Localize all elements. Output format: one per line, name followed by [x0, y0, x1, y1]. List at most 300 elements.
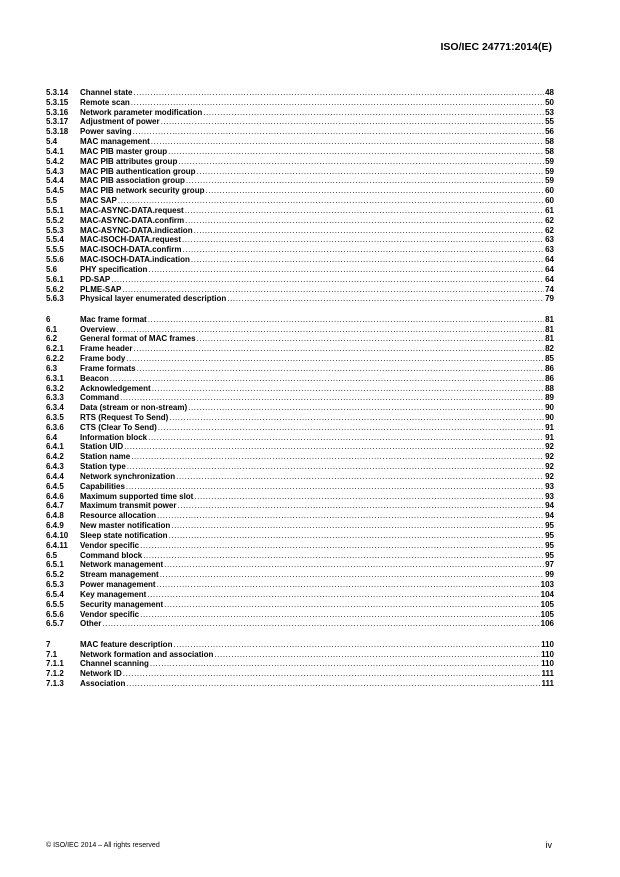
toc-dot-leader — [191, 255, 544, 265]
toc-entry-number: 6.4.6 — [46, 491, 64, 501]
toc-entry-number: 5.4.3 — [46, 166, 64, 176]
toc-entry-title: Station type — [80, 462, 126, 472]
toc-entry-title: Frame body — [80, 354, 126, 364]
toc-entry-number: 6.4.9 — [46, 521, 64, 531]
toc-entry-number: 7.1.2 — [46, 669, 64, 679]
toc-dot-leader — [137, 364, 545, 374]
toc-entry[interactable] — [46, 413, 554, 423]
toc-dot-leader — [120, 393, 544, 403]
toc-entry-number: 5.5.1 — [46, 205, 64, 215]
toc-entry-page: 111 — [541, 669, 554, 679]
toc-entry-page: 48 — [545, 88, 554, 97]
toc-entry-number: 7.1.3 — [46, 679, 64, 689]
toc-dot-leader — [143, 551, 544, 561]
toc-dot-leader — [147, 590, 539, 600]
toc-dot-leader — [133, 127, 545, 137]
toc-entry[interactable] — [46, 108, 554, 118]
toc-entry[interactable] — [46, 619, 554, 629]
toc-group — [46, 88, 554, 304]
toc-entry-page: 53 — [545, 107, 554, 117]
toc-dot-leader — [178, 157, 544, 167]
toc-entry[interactable] — [46, 551, 554, 561]
toc-entry-title: Command — [80, 393, 120, 403]
toc-entry-title: MAC-ISOCH-DATA.indication — [80, 255, 190, 265]
toc-entry[interactable] — [46, 521, 554, 531]
toc-entry-title: MAC PIB attributes group — [80, 156, 178, 166]
toc-entry-title: Security management — [80, 599, 164, 609]
toc-entry-title: Overview — [80, 324, 116, 334]
toc-dot-leader — [148, 265, 544, 275]
toc-entry-page: 92 — [545, 442, 554, 452]
toc-dot-leader — [160, 570, 544, 580]
toc-dot-leader — [158, 423, 544, 433]
toc-entry-page: 91 — [545, 432, 554, 442]
toc-entry-number: 5.5.3 — [46, 225, 64, 235]
toc-entry-page: 58 — [545, 146, 554, 156]
toc-dot-leader — [194, 226, 545, 236]
toc-entry-page: 110 — [541, 639, 554, 649]
toc-entry-title: Power management — [80, 580, 156, 590]
table-of-contents — [46, 88, 554, 689]
toc-entry-number: 5.6.1 — [46, 274, 64, 284]
toc-entry-title: PLME-SAP — [80, 284, 122, 294]
toc-entry-number: 6.5.1 — [46, 560, 64, 570]
toc-entry-title: Frame header — [80, 344, 133, 354]
toc-entry-page: 99 — [545, 570, 554, 580]
toc-entry-number: 5.3.17 — [46, 117, 69, 127]
toc-entry-number: 5.4.2 — [46, 156, 64, 166]
toc-entry-page: 62 — [545, 225, 554, 235]
toc-entry-title: Network synchronization — [80, 471, 176, 481]
toc-entry-number: 6.5.6 — [46, 609, 64, 619]
toc-dot-leader — [148, 433, 544, 443]
toc-entry-page: 74 — [545, 284, 554, 294]
toc-entry-number: 6.5 — [46, 550, 58, 560]
toc-entry-page: 88 — [545, 383, 554, 393]
toc-entry-number: 6.3.2 — [46, 383, 64, 393]
toc-entry-number: 6.5.7 — [46, 619, 64, 629]
toc-entry-page: 86 — [545, 373, 554, 383]
toc-entry[interactable] — [46, 472, 554, 482]
toc-dot-leader — [214, 650, 540, 660]
toc-entry-page: 81 — [545, 324, 554, 334]
toc-dot-leader — [177, 501, 544, 511]
toc-dot-leader — [169, 413, 544, 423]
toc-entry-page: 59 — [545, 176, 554, 186]
toc-entry[interactable] — [46, 492, 554, 502]
toc-dot-leader — [182, 235, 544, 245]
toc-entry[interactable] — [46, 541, 554, 551]
toc-entry[interactable] — [46, 650, 554, 660]
toc-entry-title: Vendor specific — [80, 540, 140, 550]
toc-entry-page: 79 — [545, 294, 554, 304]
toc-entry-page: 55 — [545, 117, 554, 127]
toc-dot-leader — [102, 619, 539, 629]
toc-dot-leader — [133, 344, 544, 354]
toc-entry[interactable] — [46, 285, 554, 295]
toc-entry-number: 5.4 — [46, 137, 58, 147]
toc-entry-page: 95 — [545, 550, 554, 560]
toc-entry-number: 5.6 — [46, 264, 58, 274]
toc-entry-title: General format of MAC frames — [80, 334, 196, 344]
toc-entry-number: 6.4.1 — [46, 442, 64, 452]
document-id: ISO/IEC 24771:2014(E) — [440, 41, 552, 53]
toc-entry-page: 90 — [545, 413, 554, 422]
toc-dot-leader — [123, 669, 541, 679]
toc-dot-leader — [188, 403, 544, 413]
toc-entry-title: MAC PIB master group — [80, 146, 168, 156]
toc-entry-title: Command block — [80, 550, 143, 560]
toc-entry-number: 6.3.4 — [46, 403, 64, 413]
toc-entry[interactable] — [46, 570, 554, 580]
toc-entry-page: 92 — [545, 452, 554, 462]
toc-dot-leader — [117, 325, 545, 335]
toc-dot-leader — [140, 610, 540, 620]
copyright-notice: © ISO/IEC 2014 – All rights reserved — [46, 842, 160, 849]
toc-entry-title: Vendor specific — [80, 609, 140, 619]
toc-dot-leader — [164, 600, 540, 610]
toc-entry-number: 6.2 — [46, 334, 58, 344]
toc-entry-number: 6.1 — [46, 324, 58, 334]
toc-entry[interactable] — [46, 294, 554, 304]
toc-entry-page: 81 — [545, 314, 554, 324]
toc-entry-page: 92 — [545, 471, 554, 481]
toc-dot-leader — [227, 294, 544, 304]
toc-dot-leader — [197, 334, 545, 344]
toc-entry-title: Power saving — [80, 127, 132, 137]
toc-dot-leader — [131, 98, 544, 108]
toc-entry-number: 5.5.6 — [46, 255, 64, 265]
toc-entry[interactable] — [46, 137, 554, 147]
toc-entry-title: New master notification — [80, 521, 171, 531]
toc-dot-leader — [140, 541, 544, 551]
toc-dot-leader — [205, 186, 544, 196]
toc-entry-number: 6.4.3 — [46, 462, 64, 472]
toc-entry-number: 6.3.5 — [46, 413, 64, 422]
toc-dot-leader — [182, 245, 544, 255]
toc-entry[interactable] — [46, 511, 554, 521]
toc-entry[interactable] — [46, 384, 554, 394]
toc-entry[interactable] — [46, 354, 554, 364]
toc-entry[interactable] — [46, 245, 554, 255]
toc-entry[interactable] — [46, 482, 554, 492]
toc-entry-title: Data (stream or non-stream) — [80, 403, 188, 413]
toc-entry-number: 5.3.18 — [46, 127, 69, 137]
toc-entry-page: 94 — [545, 511, 554, 521]
toc-group — [46, 315, 554, 630]
toc-dot-leader — [161, 117, 545, 127]
toc-entry[interactable] — [46, 334, 554, 344]
toc-entry-number: 5.6.2 — [46, 284, 64, 294]
toc-dot-leader — [110, 374, 544, 384]
toc-dot-leader — [152, 384, 544, 394]
toc-entry-page: 81 — [545, 334, 554, 344]
toc-entry-page: 95 — [545, 521, 554, 531]
toc-entry-page: 103 — [540, 580, 554, 590]
toc-group — [46, 640, 554, 689]
toc-entry-number: 6.3.6 — [46, 422, 64, 432]
toc-dot-leader — [122, 285, 544, 295]
toc-entry[interactable] — [46, 98, 554, 108]
toc-entry-title: MAC-ASYNC-DATA.indication — [80, 225, 193, 235]
toc-entry-title: Network parameter modification — [80, 107, 203, 117]
toc-entry-title: Network ID — [80, 669, 122, 679]
toc-entry[interactable] — [46, 196, 554, 206]
toc-entry-number: 5.5 — [46, 196, 58, 206]
toc-entry-page: 62 — [545, 215, 554, 225]
toc-entry-number: 6.4.5 — [46, 481, 64, 491]
toc-entry-title: MAC SAP — [80, 196, 117, 206]
toc-entry-number: 5.5.5 — [46, 245, 64, 255]
toc-entry-page: 95 — [545, 540, 554, 550]
toc-entry[interactable] — [46, 216, 554, 226]
toc-entry-title: Station name — [80, 452, 131, 462]
toc-entry-title: Acknowledgement — [80, 383, 151, 393]
toc-dot-leader — [127, 462, 544, 472]
toc-entry-number: 6.4 — [46, 432, 58, 442]
toc-entry-number: 6.2.1 — [46, 344, 64, 354]
toc-entry-title: CTS (Clear To Send) — [80, 422, 157, 432]
toc-entry-number: 6 — [46, 314, 51, 324]
toc-entry[interactable] — [46, 433, 554, 443]
toc-entry-number: 6.4.2 — [46, 452, 64, 462]
toc-entry[interactable] — [46, 186, 554, 196]
toc-entry-page: 64 — [545, 264, 554, 274]
toc-entry-page: 104 — [540, 589, 554, 599]
toc-entry-title: MAC PIB network security group — [80, 186, 205, 196]
toc-entry-page: 94 — [545, 501, 554, 511]
toc-entry-number: 5.6.3 — [46, 294, 64, 304]
toc-entry-title: MAC PIB association group — [80, 176, 185, 186]
toc-entry-number: 6.2.2 — [46, 354, 64, 364]
toc-entry[interactable] — [46, 679, 554, 689]
toc-entry-page: 105 — [540, 609, 554, 619]
toc-entry[interactable] — [46, 669, 554, 679]
toc-entry-page: 85 — [545, 354, 554, 364]
toc-entry-title: Mac frame format — [80, 314, 147, 324]
toc-entry-title: Key management — [80, 589, 147, 599]
toc-entry-title: MAC feature description — [80, 639, 173, 649]
toc-entry-number: 5.5.4 — [46, 235, 64, 245]
toc-entry-number: 5.5.2 — [46, 215, 64, 225]
toc-entry[interactable] — [46, 580, 554, 590]
toc-entry[interactable] — [46, 531, 554, 541]
toc-entry-title: Remote scan — [80, 97, 130, 107]
toc-entry-title: Frame formats — [80, 363, 136, 373]
toc-entry-number: 5.3.15 — [46, 97, 69, 107]
toc-entry-page: 64 — [545, 255, 554, 265]
toc-entry-number: 7.1.1 — [46, 659, 64, 669]
toc-entry-page: 110 — [541, 649, 554, 659]
toc-entry-number: 7.1 — [46, 649, 58, 659]
toc-entry-page: 93 — [545, 481, 554, 491]
toc-dot-leader — [194, 492, 544, 502]
toc-dot-leader — [151, 137, 544, 147]
toc-entry-page: 61 — [545, 205, 554, 215]
toc-dot-leader — [133, 88, 544, 98]
toc-entry-page: 58 — [545, 137, 554, 147]
toc-dot-leader — [126, 679, 540, 689]
toc-dot-leader — [118, 196, 544, 206]
toc-entry-number: 5.3.16 — [46, 107, 69, 117]
toc-entry-page: 59 — [545, 166, 554, 176]
toc-entry-title: PD-SAP — [80, 274, 111, 284]
page-number: iv — [545, 840, 552, 850]
toc-entry-page: 63 — [545, 245, 554, 255]
toc-entry-title: MAC-ISOCH-DATA.confirm — [80, 245, 182, 255]
toc-entry[interactable] — [46, 364, 554, 374]
toc-entry-title: Other — [80, 619, 102, 629]
toc-entry[interactable] — [46, 423, 554, 433]
toc-entry-number: 5.4.4 — [46, 176, 64, 186]
toc-entry[interactable] — [46, 610, 554, 620]
toc-entry[interactable] — [46, 206, 554, 216]
toc-entry[interactable] — [46, 393, 554, 403]
toc-entry-page: 90 — [545, 403, 554, 413]
toc-entry[interactable] — [46, 501, 554, 511]
toc-entry-title: Maximum transmit power — [80, 501, 177, 511]
toc-entry-page: 106 — [540, 619, 554, 629]
toc-entry[interactable] — [46, 600, 554, 610]
toc-entry[interactable] — [46, 452, 554, 462]
toc-entry-number: 6.3.3 — [46, 393, 64, 403]
toc-dot-leader — [171, 521, 544, 531]
toc-entry[interactable] — [46, 176, 554, 186]
toc-entry[interactable] — [46, 590, 554, 600]
toc-entry-title: MAC-ASYNC-DATA.confirm — [80, 215, 185, 225]
toc-entry-page: 82 — [545, 344, 554, 354]
toc-entry-page: 111 — [541, 679, 554, 689]
toc-entry-page: 86 — [545, 363, 554, 373]
toc-entry[interactable] — [46, 275, 554, 285]
toc-entry-number: 6.4.11 — [46, 540, 68, 550]
toc-entry-page: 60 — [545, 186, 554, 196]
toc-entry-page: 91 — [545, 422, 554, 432]
toc-entry-number: 6.5.3 — [46, 580, 64, 590]
toc-dot-leader — [126, 482, 544, 492]
toc-entry-title: MAC-ASYNC-DATA.request — [80, 205, 184, 215]
toc-dot-leader — [169, 531, 545, 541]
toc-dot-leader — [186, 176, 544, 186]
toc-entry[interactable] — [46, 325, 554, 335]
toc-entry-number: 6.5.2 — [46, 570, 64, 580]
toc-entry-number: 6.5.5 — [46, 599, 64, 609]
toc-entry-title: PHY specification — [80, 264, 148, 274]
toc-entry-number: 6.4.7 — [46, 501, 64, 511]
toc-entry[interactable] — [46, 147, 554, 157]
toc-entry[interactable] — [46, 462, 554, 472]
toc-entry-title: Association — [80, 679, 126, 689]
toc-entry-number: 6.3 — [46, 363, 58, 373]
toc-entry[interactable] — [46, 560, 554, 570]
toc-dot-leader — [126, 354, 544, 364]
toc-dot-leader — [157, 580, 540, 590]
toc-entry-title: Network management — [80, 560, 164, 570]
toc-entry-page: 97 — [545, 560, 554, 570]
toc-entry[interactable] — [46, 442, 554, 452]
toc-entry-page: 59 — [545, 156, 554, 166]
toc-entry-title: Network formation and association — [80, 649, 214, 659]
toc-dot-leader — [176, 472, 544, 482]
toc-entry-number: 7 — [46, 639, 51, 649]
toc-entry[interactable] — [46, 255, 554, 265]
toc-entry-page: 64 — [545, 274, 554, 284]
toc-entry-title: Resource allocation — [80, 511, 157, 521]
toc-dot-leader — [164, 560, 544, 570]
toc-entry-title: Information block — [80, 432, 148, 442]
toc-entry-page: 95 — [545, 530, 554, 540]
toc-entry[interactable] — [46, 403, 554, 413]
toc-dot-leader — [150, 659, 540, 669]
toc-entry[interactable] — [46, 88, 554, 98]
toc-entry-title: MAC PIB authentication group — [80, 166, 196, 176]
toc-entry-number: 5.4.1 — [46, 146, 64, 156]
toc-entry[interactable] — [46, 265, 554, 275]
toc-entry-title: MAC management — [80, 137, 150, 147]
toc-entry-title: Beacon — [80, 373, 109, 383]
toc-entry-title: Physical layer enumerated description — [80, 294, 227, 304]
toc-entry-title: Capabilities — [80, 481, 125, 491]
toc-entry[interactable] — [46, 127, 554, 137]
toc-entry-page: 60 — [545, 196, 554, 206]
toc-dot-leader — [197, 167, 545, 177]
toc-entry-page: 50 — [545, 97, 554, 107]
toc-entry-page: 92 — [545, 462, 554, 472]
toc-dot-leader — [173, 640, 540, 650]
toc-entry-number: 6.4.8 — [46, 511, 64, 521]
toc-entry-page: 93 — [545, 491, 554, 501]
toc-entry-title: Channel scanning — [80, 659, 149, 669]
toc-entry-title: RTS (Request To Send) — [80, 413, 169, 422]
toc-entry-title: Maximum supported time slot — [80, 491, 194, 501]
toc-entry-title: MAC-ISOCH-DATA.request — [80, 235, 182, 245]
toc-dot-leader — [124, 442, 544, 452]
toc-entry-title: Stream management — [80, 570, 159, 580]
toc-dot-leader — [203, 108, 544, 118]
toc-entry[interactable] — [46, 640, 554, 650]
toc-entry[interactable] — [46, 344, 554, 354]
toc-entry[interactable] — [46, 167, 554, 177]
toc-entry-page: 110 — [541, 659, 554, 669]
toc-entry-title: Sleep state notification — [80, 530, 168, 540]
toc-entry[interactable] — [46, 226, 554, 236]
toc-entry-number: 6.3.1 — [46, 373, 64, 383]
toc-dot-leader — [148, 315, 544, 325]
toc-dot-leader — [168, 147, 544, 157]
toc-entry-number: 5.3.14 — [46, 88, 69, 97]
toc-entry-page: 89 — [545, 393, 554, 403]
toc-entry[interactable] — [46, 374, 554, 384]
toc-entry-number: 6.5.4 — [46, 589, 64, 599]
toc-entry[interactable] — [46, 659, 554, 669]
toc-entry-number: 6.4.10 — [46, 530, 69, 540]
toc-entry-page: 63 — [545, 235, 554, 245]
toc-dot-leader — [157, 511, 544, 521]
toc-entry[interactable] — [46, 157, 554, 167]
toc-entry[interactable] — [46, 315, 554, 325]
toc-entry[interactable] — [46, 235, 554, 245]
toc-entry-number: 6.4.4 — [46, 471, 64, 481]
toc-entry[interactable] — [46, 117, 554, 127]
toc-entry-title: Adjustment of power — [80, 117, 160, 127]
toc-dot-leader — [111, 275, 544, 285]
toc-entry-title: Channel state — [80, 88, 133, 97]
toc-entry-number: 5.4.5 — [46, 186, 64, 196]
toc-dot-leader — [131, 452, 544, 462]
toc-entry-page: 105 — [540, 599, 554, 609]
toc-dot-leader — [185, 216, 544, 226]
toc-entry-page: 56 — [545, 127, 554, 137]
